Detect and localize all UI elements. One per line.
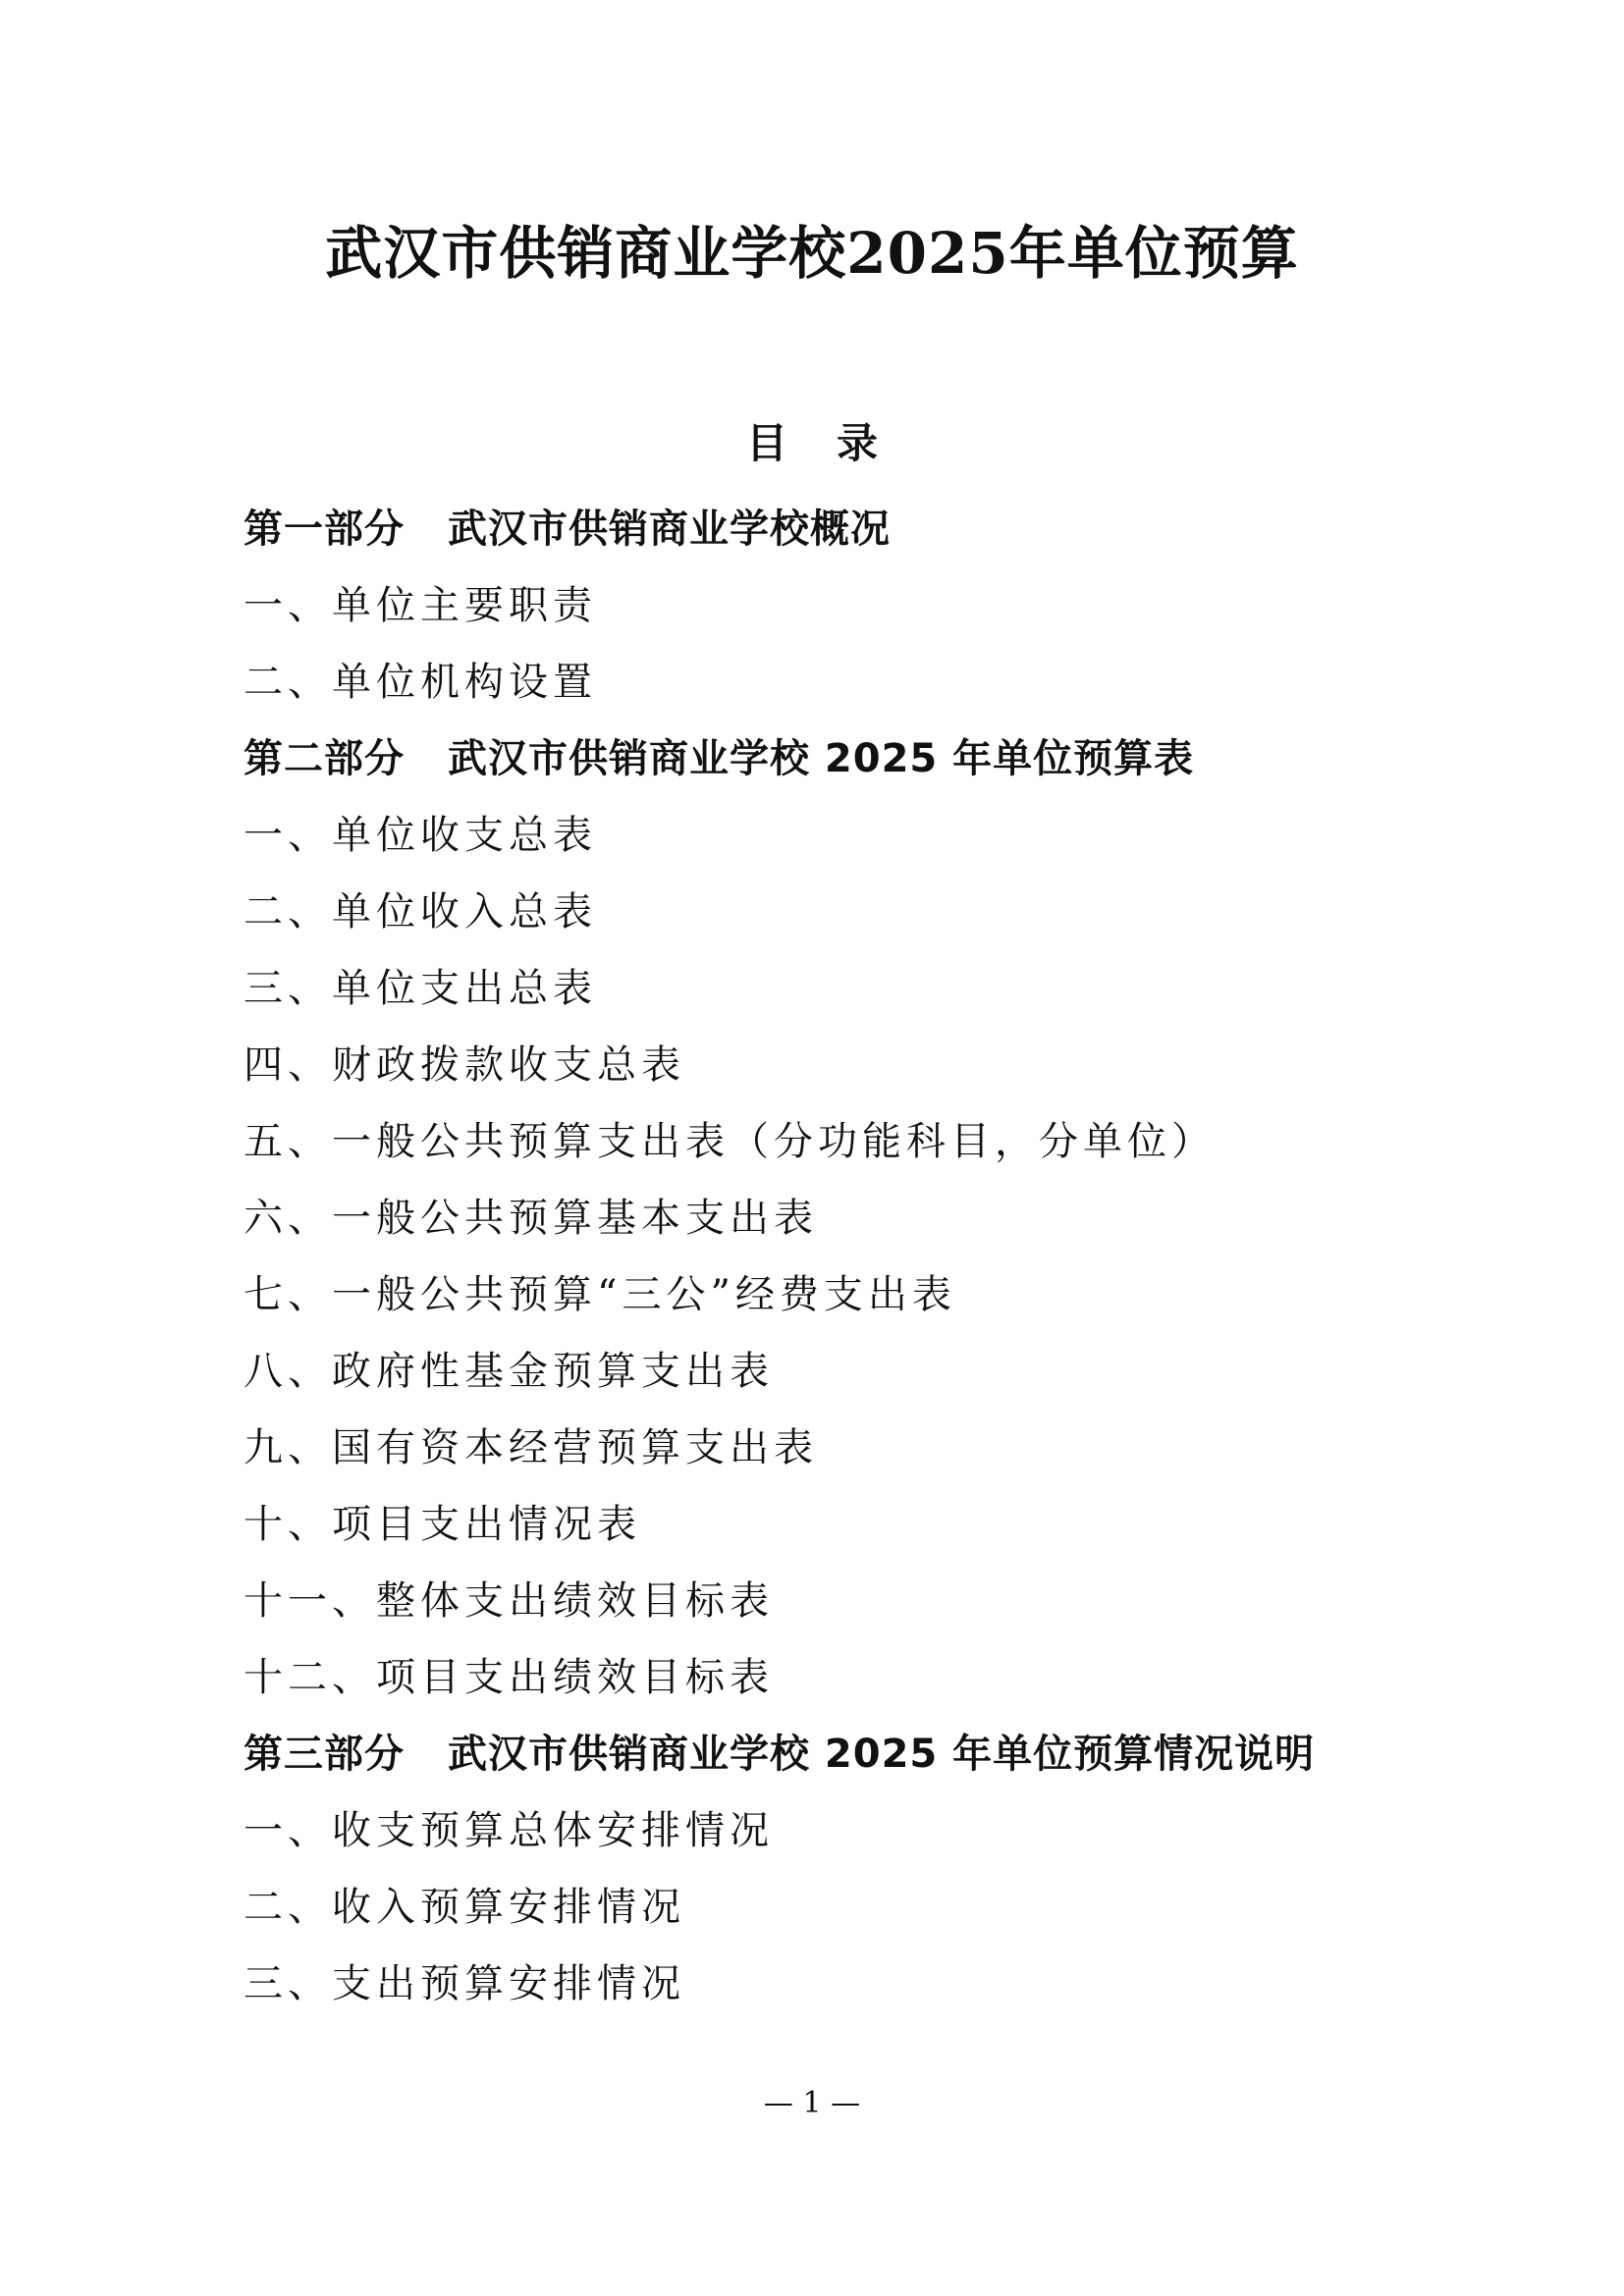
toc-part-label: 第一部分	[244, 507, 405, 552]
toc-item[interactable]: 十二、项目支出绩效目标表	[244, 1655, 774, 1700]
toc-part-label: 第三部分	[244, 1732, 405, 1777]
toc-item[interactable]: 二、收入预算安排情况	[244, 1885, 685, 1930]
toc-item[interactable]: 二、单位机构设置	[244, 660, 597, 705]
toc-item[interactable]: 三、单位支出总表	[244, 966, 597, 1011]
toc-part-label: 第二部分	[244, 736, 405, 781]
page-number: — 1 —	[763, 2086, 861, 2120]
toc-item[interactable]: 四、财政拨款收支总表	[244, 1042, 685, 1088]
toc-item[interactable]: 十一、整体支出绩效目标表	[244, 1578, 774, 1624]
toc-part-title: 武汉市供销商业学校概况	[448, 507, 891, 552]
toc-part-3[interactable]	[244, 1716, 1422, 1792]
toc-item[interactable]: 三、支出预算安排情况	[244, 1961, 685, 2006]
toc-item[interactable]: 一、单位收支总表	[244, 813, 597, 858]
toc-part-1[interactable]	[244, 491, 1422, 567]
toc-part-2[interactable]	[244, 721, 1422, 797]
toc-item[interactable]: 七、一般公共预算“三公”经费支出表	[244, 1272, 956, 1317]
toc-item[interactable]: 五、一般公共预算支出表（分功能科目，分单位）	[244, 1119, 1216, 1164]
toc-item[interactable]: 二、单位收入总表	[244, 889, 597, 934]
toc-item[interactable]: 一、收支预算总体安排情况	[244, 1808, 774, 1853]
toc-item[interactable]: 十、项目支出情况表	[244, 1502, 641, 1547]
toc-item[interactable]: 八、政府性基金预算支出表	[244, 1349, 774, 1394]
toc-item[interactable]: 九、国有资本经营预算支出表	[244, 1425, 818, 1470]
toc-part-title: 武汉市供销商业学校 2025 年单位预算情况说明	[448, 1732, 1316, 1777]
toc-heading: 目录	[745, 419, 927, 467]
toc-part-title: 武汉市供销商业学校 2025 年单位预算表	[448, 736, 1195, 781]
table-of-contents	[244, 491, 1422, 2022]
document-title: 武汉市供销商业学校2025年单位预算	[325, 220, 1299, 287]
toc-item[interactable]: 六、一般公共预算基本支出表	[244, 1196, 818, 1241]
toc-item[interactable]: 一、单位主要职责	[244, 583, 597, 628]
